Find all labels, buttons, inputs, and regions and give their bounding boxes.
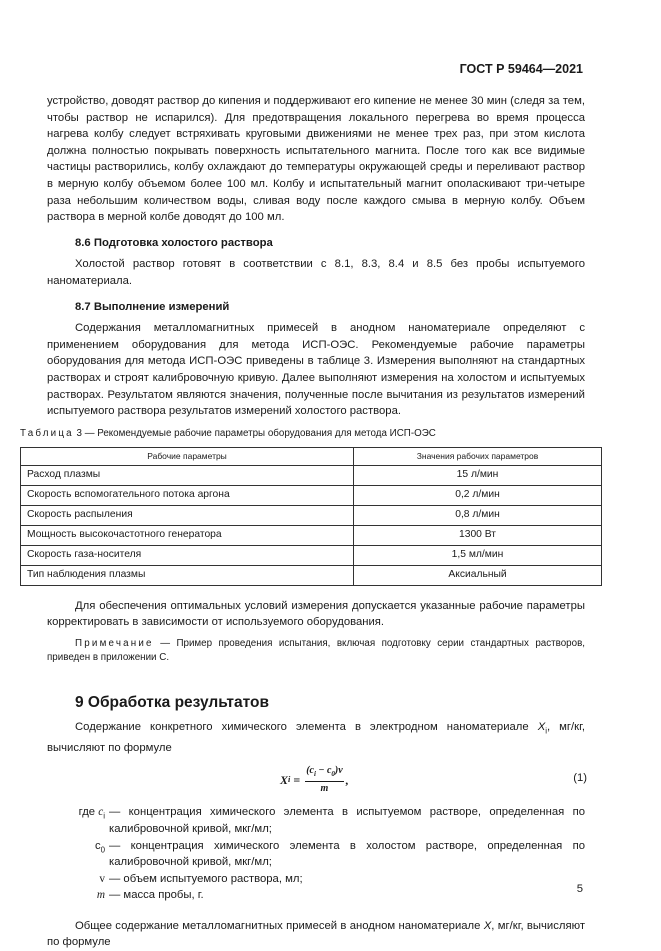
table-caption-text: 3 — Рекомендуемые рабочие параметры оборудования для метода ИСП-ОЭС <box>73 427 436 439</box>
section-9-heading: 9 Обработка результатов <box>75 693 270 711</box>
table-caption-label: Таблица <box>20 427 74 439</box>
value-cell: 1,5 мл/мин <box>354 545 602 565</box>
equation-number: (1) <box>573 772 587 785</box>
column-header-parameter: Рабочие параметры <box>21 447 354 465</box>
parameter-cell: Скорость вспомогательного потока аргона <box>21 485 354 505</box>
value-cell: 0,8 л/мин <box>354 505 602 525</box>
legend-item: где $c_i$ — концентрация химического элемента в испытуемом растворе, определенная по калибровочной кривой, мкг/мл; <box>78 806 585 835</box>
parameter-cell: Скорость газа-носителя <box>21 545 354 565</box>
table-caption <box>20 427 585 441</box>
section-8-6-heading: 8.6 Подготовка холостого раствора <box>75 236 273 249</box>
section-9-intro: Содержание конкретного химического элемента в электродном наноматериале $X_i$, мг/кг, вычисляют по формуле <box>47 720 585 754</box>
value-cell: Аксиальный <box>354 565 602 585</box>
variable-x: X <box>537 720 546 733</box>
value-cell: 1300 Вт <box>354 525 602 545</box>
legend-item: v — объем испытуемого раствора, мл; <box>99 872 303 885</box>
parameter-cell: Мощность высокочастотного генератора <box>21 525 354 545</box>
parameters-table <box>20 447 602 586</box>
formula-legend <box>47 804 585 904</box>
note <box>47 637 585 665</box>
legend-item: $c_0$ — концентрация химического элемента в холостом растворе, определенная по калибровочной кривой, мкг/мл; <box>94 839 585 869</box>
variable-x-total: X <box>483 919 492 932</box>
table-row <box>21 565 602 585</box>
formula-expression: X i = $\frac{(c_i - c_0)v}{m}$ , <box>280 765 349 795</box>
table-row <box>21 505 602 525</box>
legend-item: m — масса пробы, г. <box>96 889 204 902</box>
section-8-6-text: Холостой раствор готовят в соответствии с 8.1, 8.3, 8.4 и 8.5 без пробы испытуемого наноматериала. <box>47 258 585 287</box>
table-row <box>21 525 602 545</box>
section-8-7-heading: 8.7 Выполнение измерений <box>75 300 230 313</box>
formula-numerator: $(c_i - c_0)v$ <box>305 764 344 782</box>
document-id-header: ГОСТ Р 59464—2021 <box>459 62 583 76</box>
formula-fraction <box>305 764 344 795</box>
value-cell: 15 л/мин <box>354 465 602 485</box>
table-row <box>21 465 602 485</box>
section-8-7-text: Содержания металломагнитных примесей в анодном наноматериале определяют с применением оборудования для метода ИСП-ОЭС. Рекомендуемые рабочие параметры оборудования для метода ИСП-ОЭС приведены в таблице 3. Измерения выполняют на стандартных растворах и строят калибровочную кривую. Далее выполняют измерения на холостом и испытуемых растворах. Результатом являются значения, полученные после вычитания из результатов измерений испытуемого раствора результатов измерений холостого раствора. <box>47 322 585 418</box>
value-cell: 0,2 л/мин <box>354 485 602 505</box>
total-content-paragraph: Общее содержание металломагнитных примесей в анодном наноматериале X, мг/кг, вычисляют по формуле <box>47 919 585 949</box>
formula-denominator: m <box>320 783 329 795</box>
table-header-row <box>21 447 602 465</box>
parameter-cell: Расход плазмы <box>21 465 354 485</box>
note-text: — Пример проведения испытания, включая подготовку серии стандартных растворов, приведен в приложении С. <box>47 637 585 663</box>
after-table-paragraph: Для обеспечения оптимальных условий измерения допускается указанные рабочие параметры корректировать в зависимости от используемого оборудования. <box>47 599 585 629</box>
table-row <box>21 545 602 565</box>
column-header-value: Значения рабочих параметров <box>354 447 602 465</box>
page-number: 5 <box>576 883 583 895</box>
page-content <box>20 93 587 951</box>
continuation-paragraph: устройство, доводят раствор до кипения и поддерживают его кипение не менее 30 мин (следя за тем, чтобы раствор не испарился). Для предотвращения локального перегрева во время процесса нагрева колбу следует встряхивать круговыми движениями не менее трех раз, при этом кислота должна полностью покрывать поверхность испытательного магнита. После того как все видимые частицы растворились, колбу охлаждают до температуры окружающей среды и переливают раствор в мерную колбу объемом более 100 мл. Колбу и испытательный магнит ополаскивают три-четыре раза небольшим количеством воды, сливая воду после каждого смыва в мерную колбу. Объем раствора в мерной колбе доводят до 100 мл. <box>47 95 585 224</box>
parameter-cell: Скорость распыления <box>21 505 354 525</box>
parameter-cell: Тип наблюдения плазмы <box>21 565 354 585</box>
table-row <box>21 485 602 505</box>
formula-1 <box>47 762 585 802</box>
note-label: Примечание <box>75 637 154 649</box>
